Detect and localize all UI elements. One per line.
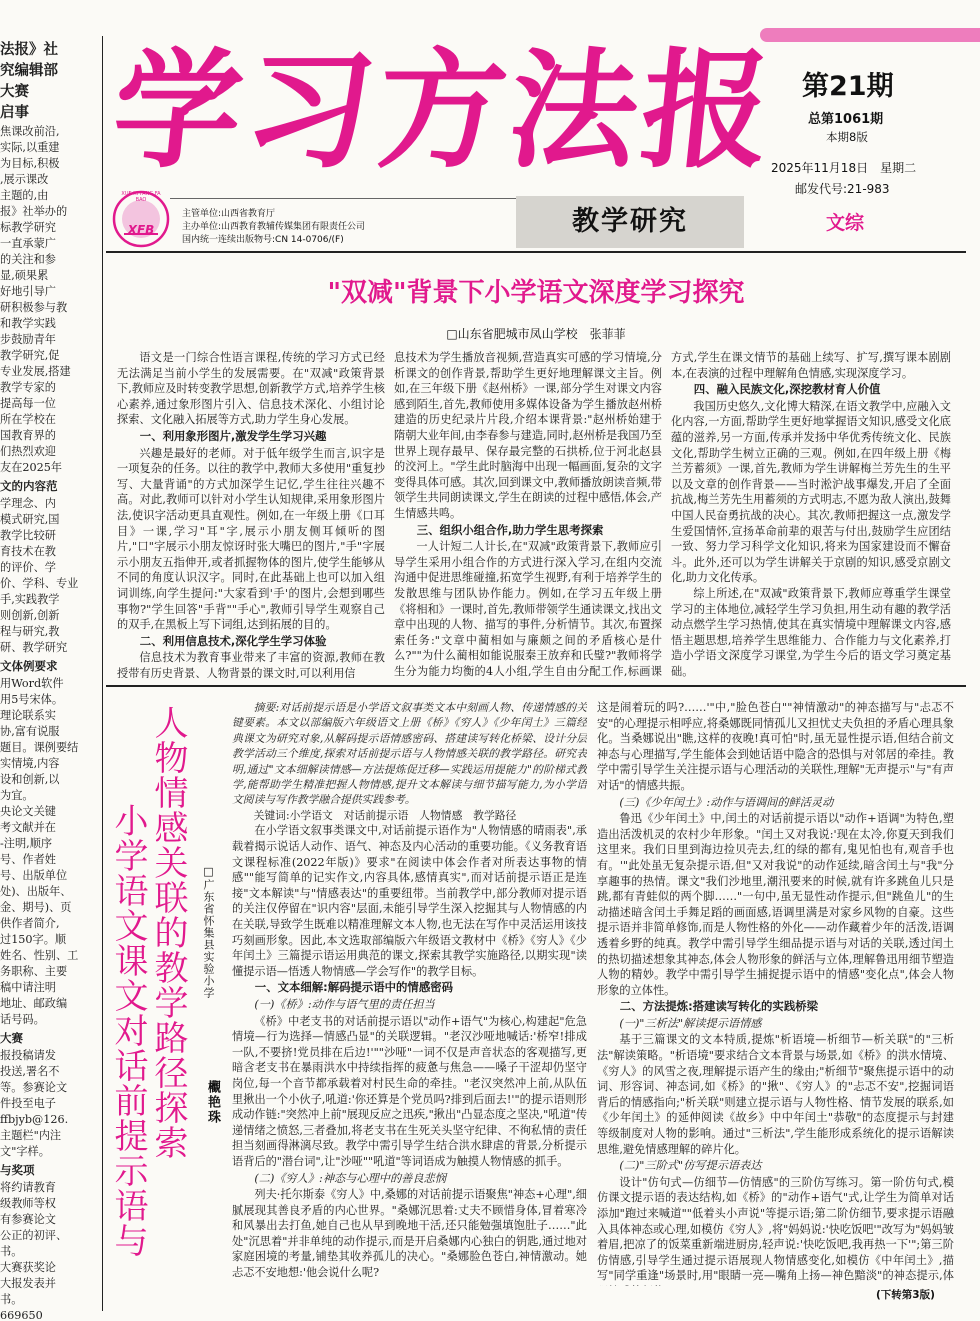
logo-mark: XFB [127, 223, 155, 237]
article2-byline-author: 欟艳珠 [205, 1080, 220, 1125]
subsection-heading: (二)"三阶式"仿写提示语表达 [619, 1159, 762, 1173]
sidebar-line: 主题栏"内注 [0, 1129, 62, 1142]
sidebar-line: 手,实践教学 [0, 593, 60, 606]
article1-column-3 [671, 350, 951, 678]
sidebar-line: 学理念、内 [0, 497, 56, 510]
subject-tag: 文综 [826, 212, 865, 234]
sidebar-line: 稿中请注明 [0, 981, 56, 994]
subsection-heading: (二)《穷人》:神态与心理中的善良悲悯 [254, 1171, 446, 1185]
sidebar-line: 教学比较研 [0, 529, 56, 542]
sidebar-line: ffbjyb@126. [0, 1113, 69, 1126]
sidebar-line: 书。 [0, 1293, 23, 1306]
article1-column-1 [117, 350, 385, 678]
paragraph: 信息技术为教育事业带来了丰富的资源,教师在教授带有历史背景、人物背景的课文时,可以利用信 [117, 651, 385, 678]
sidebar-line: 报》社举办的 [0, 205, 68, 218]
sidebar-line: 为目标,积极 [0, 157, 60, 170]
sidebar-title-line: 启事 [0, 105, 29, 121]
sidebar-heading: 与奖项 [0, 1163, 35, 1177]
sidebar-line: ,展示课改 [0, 173, 49, 186]
section-heading: 二、利用信息技术,深化学生学习体验 [139, 633, 327, 648]
subsection-heading: (一)《桥》:动作与语气里的责任担当 [254, 997, 435, 1011]
sidebar-line: 研积极参与教 [0, 301, 68, 314]
sidebar-line: 央论文关键 [0, 805, 56, 818]
article1-column-2 [394, 350, 662, 678]
article2-byline-school: □广东省怀集县实验小学 [202, 865, 215, 999]
sidebar-title-line: 法报》社 [0, 42, 58, 58]
article-byline: □山东省肥城市凤山学校 张菲菲 [446, 327, 626, 341]
paragraph: 语文是一门综合性语言课程,传统的学习方式已经无法满足当前小学生的发展需要。在"双减"政策背景下,教师应及时转变教学思想,创新教学方式,培养学生核心素养,通过象形图片引入、信息技术深化、小组讨论探索、文化融入拓展等方式,助力学生身心发展。 [117, 351, 385, 427]
header-rule [106, 251, 966, 253]
logo-arc-text: XUE XI FANG FA BAO [121, 191, 161, 203]
subsection-heading: (一)"三析法"解读提示语情感 [619, 1016, 762, 1030]
issue-date: 2025年11月18日 星期二 [771, 161, 917, 175]
sidebar-line: 姓名、性别、工 [0, 949, 79, 962]
section-heading: 二、方法提炼:搭建读写转化的实践桥梁 [619, 999, 818, 1014]
sidebar-line: 标教学研究 [0, 221, 56, 234]
sidebar-line: 的评价、学 [0, 561, 56, 574]
paragraph: 息技术为学生播放音视频,营造真实可感的学习情境,分析课文的创作背景,帮助学生更好地理解课文主旨。例如,在三年级下册《赵州桥》一课,部分学生对课文内容感到陌生,首先,教师使用多媒体设备为学生播放赵州桥建造的历史纪录片片段,介绍本课背景:"赵州桥始建于隋朝大业年间,由李春参与建造,同时,赵州桥是我国乃至世界上现存最早、保存最完整的石拱桥,位于河北赵县的洨河上。"学生此时脑海中出现一幅画面,复杂的文字变得具体可感。其次,回到课文中,教师播放朗读音频,带领学生共同朗读课文,学生在朗读的过程中感悟,体会,产生情感共鸣。 [394, 351, 662, 520]
sidebar-line: 焦课改前沿, [0, 125, 60, 138]
paragraph: 《桥》中老支书的对话前提示语以"动作+语气"为核心,构建起"危急情境—行为选择—情感凸显"的关联逻辑。"老汉沙哑地喊话:'桥窄!排成一队,不要挤!党员排在后边!'""沙哑"一词不仅是声音状态的客观描写,更暗含老支书在暴雨洪水中持续指挥的疲惫与焦急——嗓子干涩却仍坚守岗位,每一个音节都承载着对村民生命的牵挂。"老汉突然冲上前,从队伍里揪出一个小伙子,吼道:'你还算是个党员吗?排到后面去!'"的提示语则形成动作链:"突然冲上前"展现反应之迅疾,"揪出"凸显态度之坚决,"吼道"传递情绪之愤怒,三者叠加,将老支书在生死关头坚守纪律、不徇私情的责任担当刻画得淋漓尽致。教学中需引导学生结合洪水肆虐的背景,分析提示语背后的"潜台词",让"沙哑""吼道"等词语成为触摸人物情感的抓手。 [232, 1014, 587, 1168]
sidebar-heading: 大赛 [0, 1031, 23, 1045]
sidebar-line: 理论联系实 [0, 709, 56, 722]
sidebar-line: 研、教学研究 [0, 641, 68, 654]
sidebar-line: 育技术在教 [0, 545, 56, 558]
sidebar-line: 报投稿请发 [0, 1049, 56, 1062]
paragraph: 我国历史悠久,文化博大精深,在语文教学中,应融入文化内容,一方面,帮助学生更好地掌握语文知识,感受文化底蕴的滋养,另一方面,传承并发扬中华优秀传统文化、民族文化,帮助学生树立正确的三观。例如,在四年级上册《梅兰芳蓄须》一课,首先,教师为学生讲解梅兰芳先生的生平以及文章的创作背景——当时淞沪战事爆发,开启了全面抗战,梅兰芳先生用蓄须的方式明志,不愿为敌人演出,鼓舞中国人民奋勇抗战的决心。其次,教师把握这一点,激发学生爱国情怀,宣扬革命前辈的艰苦与付出,鼓励学生应团结一致、努力学习科学文化知识,将来为国家建设而不懈奋斗。此外,还可以为学生讲解关于京剧的知识,感受京剧文化,助力文化传承。 [671, 399, 951, 585]
publisher-info [182, 208, 365, 247]
sidebar-line: 务职称、主要 [0, 965, 68, 978]
sidebar-line: 大赛获奖论 [0, 1261, 56, 1274]
sidebar-line: 有参赛论文 [0, 1213, 56, 1226]
sidebar-line: 和教学实践 [0, 317, 56, 330]
paragraph: 列夫·托尔斯泰《穷人》中,桑娜的对话前提示语聚焦"神态+心理",细腻展现其善良矛盾的内心世界。"桑娜沉思着:丈夫不顾惜身体,冒着寒冷和风暴出去打鱼,她自己也从早到晚地干活,还只能勉强填饱肚子……"此处"沉思着"并非单纯的动作提示,而是开启桑娜内心独白的钥匙,通过地对家庭困境的考量,铺垫其收养孤儿的决心。"桑娜脸色苍白,神情激动。她忐忑不安地想:'他会说什么呢? [232, 1188, 587, 1280]
sidebar-line: 金、期号)、页 [0, 901, 72, 914]
sidebar-line: 主题的,由 [0, 189, 49, 202]
publisher-line: 国内统一连续出版物号:CN 14-0706/(F) [182, 235, 344, 245]
sidebar-line: 模式研究,国 [0, 513, 60, 526]
sidebar-line: 等。参赛论文 [0, 1081, 68, 1094]
publisher-line: 主办单位:山西教育教辅传媒集团有限责任公司 [182, 222, 366, 232]
sidebar-column [0, 30, 100, 1321]
section-heading: 四、融入民族文化,深挖教材育人价值 [693, 382, 881, 397]
sidebar-line: 级教师等权 [0, 1197, 56, 1210]
sidebar-divider [102, 36, 103, 1311]
sidebar-line: 投送,署名不 [0, 1065, 60, 1078]
sidebar-line: 考文献并在 [0, 821, 56, 834]
article2-column-1 [232, 700, 587, 1304]
paragraph: 兴趣是最好的老师。对于低年级学生而言,识字是一项复杂的任务。以往的教学中,教师大多使用"重复抄写、大量背诵"的方式加深学生记忆,学生往往兴趣不高。对此,教师可以针对小学生认知规律,采用象形图片法,使识字活动更具直观性。例如,在一年级上册《口耳目》一课,学习"耳"字,展示小朋友侧耳倾听的图片,"口"字展示小朋友惊讶时张大嘴巴的图片,"手"字展示小朋友五指伸开,或者抓握物体的图片,使学生能够从不同的角度认识汉字。同时,在此基础上也可以加入组词训练,向学生提问:"大家看到'手'的图片,会想到哪些事物?"学生回答"手背""手心",教师引导学生观察自己的双手,在黑板上写下词组,达到拓展的目的。 [117, 446, 385, 632]
sidebar-heading: 文体例要求 [0, 659, 58, 673]
sidebar-line: 过150字。顺 [0, 933, 67, 946]
sidebar-title-line: 究编辑部 [0, 63, 58, 79]
section-heading: 一、文本细解:解码提示语中的情感密码 [254, 980, 453, 995]
sidebar-line: 实情境,内容 [0, 757, 60, 770]
sidebar-line: 供作者简介, [0, 917, 60, 930]
paragraph: 设计"仿句式—仿细节—仿情感"的三阶仿写练习。第一阶仿句式,模仿课文提示语的表达结构,如《桥》的"动作+语气"式,让学生为简单对话添加"跑过来喊道""低着头小声说"等提示语;第二阶仿细节,要求提示语融入具体神态或心理,如模仿《穷人》,将"妈妈说:'快吃饭吧'"改写为"妈妈皱着眉,把凉了的饭菜重新端进厨房,轻声说:'快吃饭吧,我再热一下'";第三阶仿情感,引导学生通过提示语展现人物情感变化,如模仿《中年闰土》,描写"同学重逢"场景时,用"眼睛一亮—嘴角上扬—神色黯淡"的神态提示,体 [597, 1175, 954, 1283]
sidebar-line: 们热烈欢迎 [0, 445, 56, 458]
sidebar-line: 话号码。 [0, 1013, 45, 1026]
article-divider [106, 685, 966, 687]
total-issue: 总第1061期 [808, 112, 884, 127]
sidebar-heading: 文的内容范 [0, 479, 58, 493]
sidebar-notice [0, 40, 98, 1321]
keywords: 关键词:小学语文 对话前提示语 人物情感 教学路径 [253, 808, 517, 822]
sidebar-line: 教学研究,促 [0, 349, 60, 362]
sidebar-line: 提高每一位 [0, 397, 56, 410]
sidebar-line: 为宜。 [0, 789, 34, 802]
sidebar-line: 处)、出版年、 [0, 885, 72, 898]
paragraph: 鲁迅《少年闰土》中,闰土的对话前提示语以"动作+语调"为特色,塑造出活泼机灵的农村少年形象。"闰土又对我说:'现在太冷,你夏天到我们这里来。我们日里到海边捡贝壳去,红的绿的都有,鬼见怕也有,观音手也有。'"此处虽无复杂提示语,但"又对我说"的动作延续,暗含闰土与"我"分享趣事的热情。课文"我们沙地里,潮汛要来的时候,就有许多跳鱼儿只是跳,都有青蛙似的两个脚……"一句中,虽无显性动作提示,但"跳鱼儿"的生动描述暗含闰土手舞足蹈的画面感,语调里满是对家乡风物的自豪。这些提示语并非简单修饰,而是人物性格的外化——动作藏着少年的活泼,语调透着乡野的纯真。教学中需引导学生细品提示语与对话的关联,透过闰土的热切描述想象其神态,体会人物形象的鲜活与立体,理解鲁迅用细节塑造人物的精妙。教学中需引导学生捕捉提示语中的情感"变化点",体会人物形象的立体性。 [597, 812, 954, 997]
sidebar-title-line: 大赛 [0, 84, 29, 100]
sidebar-line: 的关注和参 [0, 253, 56, 266]
sidebar-line: 用Word软件 [0, 677, 64, 690]
section-heading: 一、利用象形图片,激发学生学习兴趣 [139, 428, 327, 443]
sidebar-line: 题目。课例要结 [0, 741, 79, 754]
sidebar-line: 实际,以重建 [0, 141, 60, 154]
page-count: 本期8版 [826, 130, 868, 144]
section-banner [516, 196, 744, 248]
sidebar-line: 协,富有说服 [0, 725, 60, 738]
section-heading: 三、组织小组合作,助力学生思考探索 [416, 522, 604, 537]
sidebar-line: 显,硕果累 [0, 269, 49, 282]
sidebar-line: 所在学校在 [0, 413, 56, 426]
masthead-divider [170, 198, 516, 199]
paragraph: 方式,学生在课文情节的基础上续写、扩写,撰写课本剧剧本,在表演的过程中理解角色情感,实现深度学习。 [671, 351, 951, 380]
sidebar-line: 地址、邮政编 [0, 997, 68, 1010]
abstract: 摘要:对话前提示语是小学语文叙事类文本中刻画人物、传递情感的关键要素。本文以部编版六年级语文上册《桥》《穷人》《少年闰土》三篇经典课文为研究对象,从解码提示语情感密码、搭建读写转化桥梁、设计分层教学活动三个维度,探索对话前提示语与人物情感关联的教学路径。研究表明,通过"文本细解读情感—方法提炼促迁移—实践运用提能力"的阶梯式教学,能帮助学生精准把握人物情感,提升文本解读与细节描写能力,为小学语文阅读与写作教学融合提供实践参考。 [232, 701, 587, 807]
continued-note: (下转第3版) [876, 1289, 935, 1301]
sidebar-line: 价、学科、专业 [0, 577, 79, 590]
sidebar-line: 程与研究,教 [0, 625, 60, 638]
paragraph: 这是闹着玩的吗?……'"中,"脸色苍白""神情激动"的神态描写与"忐忑不安"的心理提示相呼应,将桑娜既同情孤儿又担忧丈夫负担的矛盾心理具象化。当桑娜说出"瞧,这样的夜晚!真可怕"时,虽无显性提示语,但结合前文神态与心理描写,学生能体会到她话语中隐含的恐惧与对邻居的牵挂。教学中需引导学生关注提示语与心理活动的关联性,理解"无声提示"与"有声对话"的情感共振。 [597, 701, 954, 792]
sidebar-line: 好地引导广 [0, 285, 56, 298]
masthead-title: 学习方法报 [106, 36, 782, 186]
post-code: 邮发代号:21-983 [795, 182, 890, 196]
sidebar-line: 书。 [0, 1245, 23, 1258]
sidebar-line: 号、作者姓 [0, 853, 56, 866]
article-headline: "双减"背景下小学语文深度学习探究 [327, 278, 745, 308]
paragraph: 基于三篇课文的文本特质,提炼"析语境—析细节—析关联"的"三析法"解读策略。"析语境"要求结合文本背景与场景,如《桥》的洪水情境、《穷人》的风雪之夜,理解提示语产生的缘由;"析细节"聚焦提示语中的动词、形容词、神态词,如《桥》的"揪"、《穷人》的"忐忑不安",挖掘词语背后的情感指向;"析关联"则建立提示语与人物性格、情节发展的联系,如《少年闰土》的延伸阅读《故乡》中中年闰土"恭敬"的态度提示与封建等级制度对人物的影响。通过"三析法",学生能形成系统化的提示语解读思维,避免情感理解的碎片化。 [597, 1033, 954, 1156]
sidebar-line: -注明,顺序 [0, 837, 53, 850]
sidebar-line: 文"字样。 [0, 1145, 50, 1158]
sidebar-line: 件投至电子 [0, 1097, 56, 1110]
sidebar-line: 专业发展,搭建 [0, 365, 71, 378]
article2-column-2 [597, 700, 954, 1286]
issue-number: 第21期 [802, 71, 894, 102]
vertical-title-col1: 人物情感关联的教学路径探索 [148, 705, 188, 1160]
paragraph: 综上所述,在"双减"政策背景下,教师应尊重学生课堂学习的主体地位,减轻学生学习负担,用生动有趣的教学活动点燃学生学习热情,使其在真实情境中理解课文内容,感悟主题思想,培养学生思维能力、合作能力与文化素养,打造小学语文深度学习课堂,为学生今后的语文学习奠定基础。 [671, 586, 951, 678]
paragraph: 在小学语文叙事类课文中,对话前提示语作为"人物情感的晴雨表",承载着揭示说话人动作、语气、神态及内心活动的重要功能。《义务教育语文课程标准(2022年版)》要求"在阅读中体会作者对所表达事物的情感""能写简单的记实作文,内容具体,感情真实",而对话前提示语正是连接"文本解读"与"情感表达"的重要纽带。当前教学中,部分教师对提示语的关注仅停留在"识内容"层面,未能引导学生深入挖掘其与人物情感的内在关联,导致学生既难以精准理解文本人物,也无法在写作中灵活运用该技巧刻画形象。因此,本文选取部编版六年级语文教材中《桥》《穷人》《少年闰土》三篇提示语运用典范的课文,探索其教学实施路径,以期实现"读懂提示语—悟透人物情感—学会写作"的教学目标。 [232, 824, 587, 978]
section-title: 教学研究 [572, 206, 688, 237]
sidebar-line: 国教育界的 [0, 429, 56, 442]
sidebar-line: 用5号宋体。 [0, 693, 64, 706]
sidebar-line: 设和创新,以 [0, 773, 60, 786]
vertical-title-col2: 小学语文课文对话前提示语与 [108, 803, 148, 1258]
sidebar-line: 公正的初评、 [0, 1229, 68, 1242]
sidebar-line: 友在2025年 [0, 461, 63, 474]
sidebar-line: 669650 [0, 1309, 43, 1321]
sidebar-line: 一直承蒙广 [0, 237, 56, 250]
subsection-heading: (三)《少年闰土》:动作与语调间的鲜活灵动 [619, 795, 834, 809]
sidebar-line: 大报发表并 [0, 1277, 56, 1290]
sidebar-line: 步鼓励青年 [0, 333, 56, 346]
sidebar-line: 则创新,创新 [0, 609, 60, 622]
newspaper-logo [112, 190, 170, 248]
publisher-line: 主管单位:山西省教育厅 [182, 209, 276, 219]
sidebar-line: 号、出版单位 [0, 869, 68, 882]
sidebar-line: 教学专家的 [0, 381, 56, 394]
sidebar-line: 将约请教育 [0, 1181, 56, 1194]
paragraph: 一人计短二人计长,在"双减"政策背景下,教师应引导学生采用小组合作的方式进行深入学习,在组内交流沟通中促进思维碰撞,拓宽学生视野,有利于培养学生的发散思维与团队协作能力。例如,在学习五年级上册《将相和》一课时,首先,教师带领学生通读课文,找出文章中出现的人物、描写的事件,分析情节。其次,布置探索任务:"文章中蔺相如与廉颇之间的矛盾核心是什么?""为什么蔺相如能说服秦王放弃和氏璧?"教师将学生分为能力均衡的4人小组,学生自由分配工作,标画课 [394, 540, 662, 678]
